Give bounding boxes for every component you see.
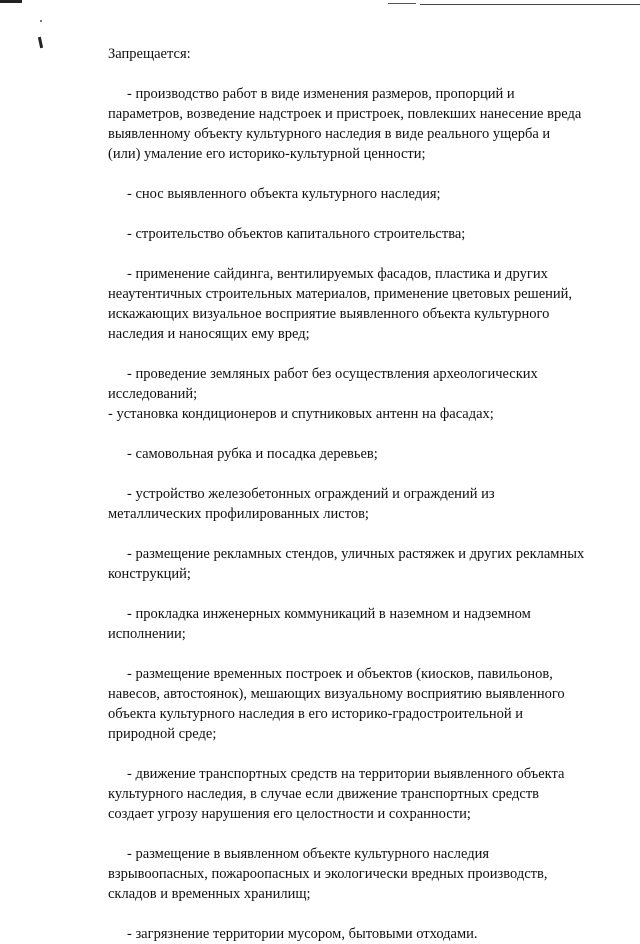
scan-line-top-right [420,4,640,5]
prohibition-item-continuation: параметров, возведение надстроек и пристроек, повлекших нанесение вреда [108,106,582,122]
paragraph-gap [108,244,604,264]
prohibition-item: - применение сайдинга, вентилируемых фасадов, пластика и других [127,266,548,282]
prohibition-item: - строительство объектов капитального строительства; [127,226,466,242]
prohibition-item: - движение транспортных средств на территории выявленного объекта [127,766,565,782]
document-body [108,44,604,944]
scan-speck [40,20,42,22]
scan-mark-left [38,37,43,48]
prohibition-item-continuation: складов и временных хранилищ; [108,886,311,902]
prohibition-item-continuation: металлических профилированных листов; [108,506,369,522]
prohibition-item: - устройство железобетонных ограждений и ограждений из [127,486,495,502]
paragraph-gap [108,424,604,444]
prohibition-item: - прокладка инженерных коммуникаций в наземном и надземном [127,606,531,622]
prohibition-item: - размещение рекламных стендов, уличных растяжек и других рекламных [127,546,585,562]
paragraph-gap [108,64,604,84]
paragraph-gap [108,744,604,764]
prohibition-item-continuation: наследия и наносящих ему вред; [108,326,310,342]
prohibition-item: - установка кондиционеров и спутниковых антенн на фасадах; [108,406,494,422]
prohibition-item-continuation: объекта культурного наследия в его историко-градостроительной и [108,706,523,722]
prohibition-item: - производство работ в виде изменения размеров, пропорций и [127,86,515,102]
prohibition-item: - размещение в выявленном объекте культурного наследия [127,846,490,862]
prohibition-item-continuation: навесов, автостоянок), мешающих визуальному восприятию выявленного [108,686,565,702]
prohibition-item-continuation: исполнении; [108,626,186,642]
prohibition-item: - снос выявленного объекта культурного наследия; [127,186,441,202]
prohibition-item: - загрязнение территории мусором, бытовыми отходами. [127,926,478,942]
prohibition-item-continuation: неаутентичных строительных материалов, применение цветовых решений, [108,286,573,302]
paragraph-gap [108,824,604,844]
paragraph-gap [108,584,604,604]
prohibition-item-continuation: исследований; [108,386,198,402]
paragraph-gap [108,524,604,544]
paragraph-gap [108,644,604,664]
prohibition-item: - проведение земляных работ без осуществления археологических [127,366,538,382]
prohibition-item-continuation: (или) умаление его историко-культурной ценности; [108,146,426,162]
paragraph-gap [108,344,604,364]
section-heading: Запрещается: [108,46,191,62]
prohibition-item-continuation: взрывоопасных, пожароопасных и экологически вредных производств, [108,866,548,882]
prohibition-item-continuation: выявленному объекту культурного наследия в виде реального ущерба и [108,126,551,142]
prohibition-item-continuation: создает угрозу нарушения его целостности и сохранности; [108,806,471,822]
paragraph-gap [108,464,604,484]
scan-mark-top-left [0,0,22,3]
paragraph-gap [108,904,604,924]
paragraph-gap [108,164,604,184]
prohibition-item-continuation: природной среде; [108,726,217,742]
paragraph-gap [108,204,604,224]
prohibition-item-continuation: искажающих визуальное восприятие выявленного объекта культурного [108,306,550,322]
prohibition-item: - размещение временных построек и объектов (киосков, павильонов, [127,666,553,682]
scan-mark-top [388,3,416,4]
prohibition-item-continuation: культурного наследия, в случае если движение транспортных средств [108,786,539,802]
prohibition-item: - самовольная рубка и посадка деревьев; [127,446,378,462]
prohibition-item-continuation: конструкций; [108,566,191,582]
